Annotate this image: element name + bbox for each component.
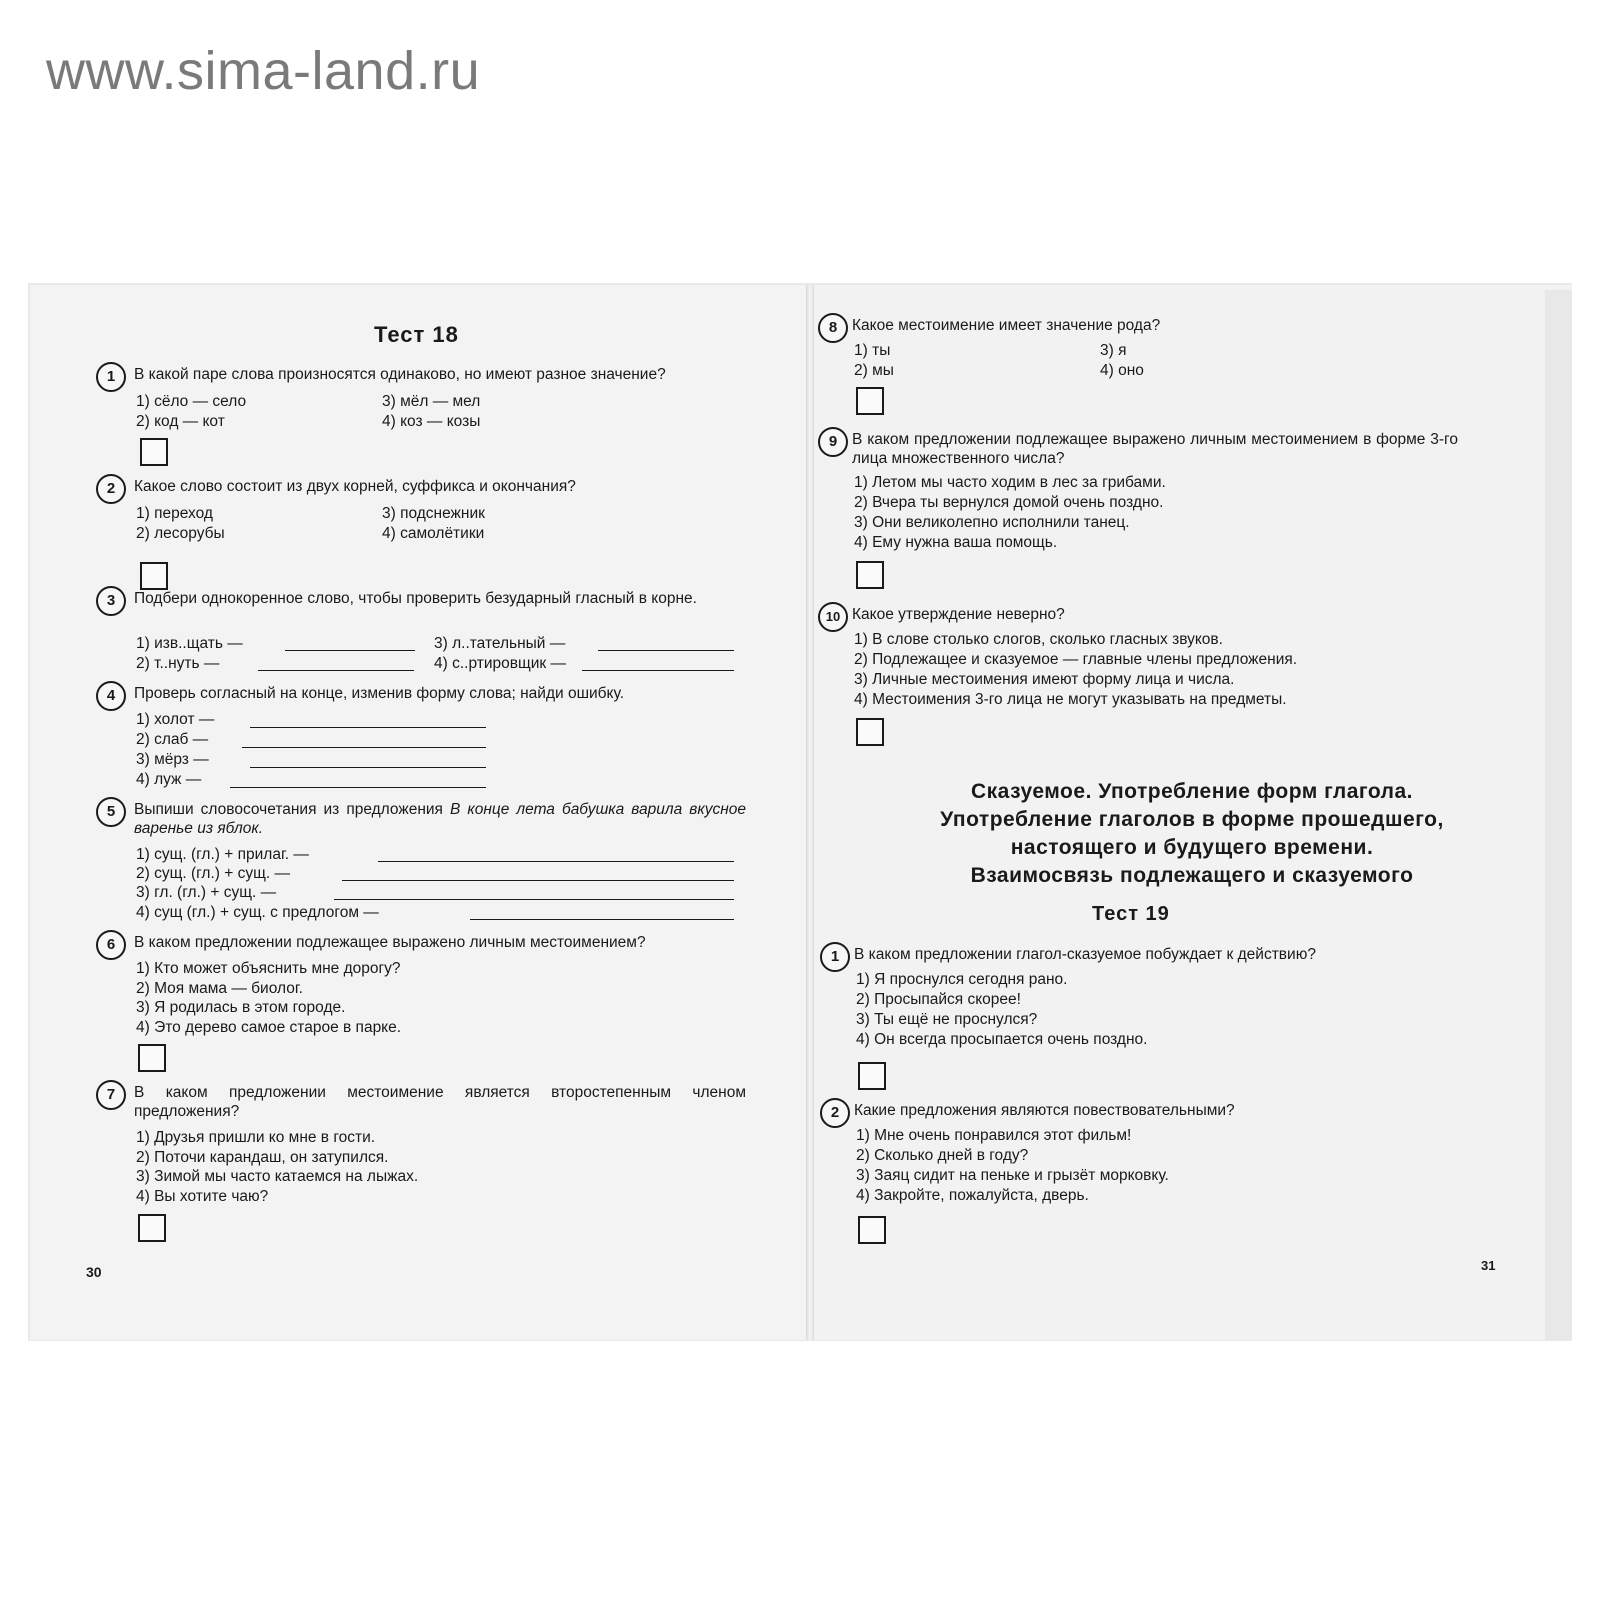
question-10 xyxy=(818,602,1458,712)
question-number: 2 xyxy=(820,1098,850,1128)
question-6 xyxy=(96,930,746,1040)
question-text: В каком предложении местоимение является второстепенным членом предложения? xyxy=(134,1084,746,1120)
question-text xyxy=(134,800,746,838)
option: 2) Вчера ты вернулся домой очень поздно. xyxy=(854,494,1164,511)
question-text: Какие предложения являются повествовательными? xyxy=(854,1102,1235,1119)
option: 3) мёл — мел xyxy=(382,393,481,410)
option: 1) сёло — село xyxy=(136,393,247,410)
answer-line[interactable] xyxy=(250,727,486,728)
question-number: 8 xyxy=(818,313,848,343)
question-number: 1 xyxy=(96,362,126,392)
option: 4) луж — xyxy=(136,771,202,788)
option: 4) Он всегда просыпается очень поздно. xyxy=(856,1031,1148,1048)
option: 3) гл. (гл.) + сущ. — xyxy=(136,884,277,901)
answer-box[interactable] xyxy=(858,1216,886,1244)
option: 3) Личные местоимения имеют форму лица и числа. xyxy=(854,671,1235,688)
question-number: 4 xyxy=(96,681,126,711)
answer-box[interactable] xyxy=(138,1044,166,1072)
option: 4) Вы хотите чаю? xyxy=(136,1188,269,1205)
option: 1) переход xyxy=(136,505,213,522)
option: 2) Моя мама — биолог. xyxy=(136,980,303,997)
question-text: Какое слово состоит из двух корней, суффикса и окончания? xyxy=(134,478,576,495)
answer-line[interactable] xyxy=(598,650,734,651)
question-number: 3 xyxy=(96,586,126,616)
answer-line[interactable] xyxy=(230,787,486,788)
option: 4) Закройте, пожалуйста, дверь. xyxy=(856,1187,1089,1204)
question-number: 5 xyxy=(96,797,126,827)
answer-line[interactable] xyxy=(250,767,486,768)
question-text: Какое утверждение неверно? xyxy=(852,606,1065,623)
option: 2) мы xyxy=(854,362,894,379)
answer-line[interactable] xyxy=(378,861,734,862)
option: 3) л..тательный — xyxy=(434,635,566,652)
answer-box[interactable] xyxy=(858,1062,886,1090)
option: 4) Ему нужна ваша помощь. xyxy=(854,534,1058,551)
question-9 xyxy=(818,427,1458,557)
question-number: 6 xyxy=(96,930,126,960)
option: 3) Ты ещё не проснулся? xyxy=(856,1011,1038,1028)
answer-line[interactable] xyxy=(470,919,734,920)
question-number: 9 xyxy=(818,427,848,457)
test-19-question-1 xyxy=(820,942,1460,1052)
option: 4) коз — козы xyxy=(382,413,481,430)
question-number: 10 xyxy=(818,602,848,632)
question-text-plain: Выпиши словосочетания из предложения xyxy=(134,801,443,818)
answer-line[interactable] xyxy=(242,747,486,748)
question-number: 7 xyxy=(96,1080,126,1110)
question-text: В каком предложении подлежащее выражено личным местоимением в форме 3-го лица множественного числа? xyxy=(852,431,1458,467)
option: 1) ты xyxy=(854,342,891,359)
question-3 xyxy=(96,586,746,681)
question-text: Какое местоимение имеет значение рода? xyxy=(852,317,1161,334)
question-8 xyxy=(818,313,1458,383)
option: 4) Местоимения 3-го лица не могут указывать на предметы. xyxy=(854,691,1287,708)
option: 3) я xyxy=(1100,342,1127,359)
option: 3) Я родилась в этом городе. xyxy=(136,999,346,1016)
answer-box[interactable] xyxy=(856,387,884,415)
option: 1) холот — xyxy=(136,711,215,728)
option: 3) мёрз — xyxy=(136,751,209,768)
answer-box[interactable] xyxy=(856,718,884,746)
option: 3) Заяц сидит на пеньке и грызёт морковку. xyxy=(856,1167,1169,1184)
option: 3) подснежник xyxy=(382,505,485,522)
option: 1) Летом мы часто ходим в лес за грибами. xyxy=(854,474,1166,491)
question-5 xyxy=(96,797,746,922)
page-number-right: 31 xyxy=(1481,1258,1496,1273)
option: 2) Подлежащее и сказуемое — главные члены предложения. xyxy=(854,651,1298,668)
section-heading-line-2: Употребление глаголов в форме прошедшего, xyxy=(940,808,1444,831)
question-number: 1 xyxy=(820,942,850,972)
option: 1) сущ. (гл.) + прилаг. — xyxy=(136,846,309,863)
answer-line[interactable] xyxy=(342,880,734,881)
option: 1) Друзья пришли ко мне в гости. xyxy=(136,1129,376,1146)
answer-box[interactable] xyxy=(140,438,168,466)
option: 4) Это дерево самое старое в парке. xyxy=(136,1019,402,1036)
question-7 xyxy=(96,1080,746,1210)
option: 1) Кто может объяснить мне дорогу? xyxy=(136,960,401,977)
answer-box[interactable] xyxy=(856,561,884,589)
question-2 xyxy=(96,474,746,554)
option: 2) лесорубы xyxy=(136,525,225,542)
section-heading-line-1: Сказуемое. Употребление форм глагола. xyxy=(970,780,1414,803)
section-heading-line-4: Взаимосвязь подлежащего и сказуемого xyxy=(970,864,1414,887)
question-number: 2 xyxy=(96,474,126,504)
option: 1) Мне очень понравился этот фильм! xyxy=(856,1127,1132,1144)
question-text: В каком предложении глагол-сказуемое побуждает к действию? xyxy=(854,946,1316,963)
answer-line[interactable] xyxy=(334,899,734,900)
option: 3) Зимой мы часто катаемся на лыжах. xyxy=(136,1168,419,1185)
question-text: В какой паре слова произносятся одинаково, но имеют разное значение? xyxy=(134,366,666,383)
option: 1) изв..щать — xyxy=(136,635,243,652)
option: 2) слаб — xyxy=(136,731,209,748)
option: 2) сущ. (гл.) + сущ. — xyxy=(136,865,290,882)
option: 2) код — кот xyxy=(136,413,225,430)
option: 1) Я проснулся сегодня рано. xyxy=(856,971,1068,988)
option: 4) оно xyxy=(1100,362,1144,379)
option: 2) Просыпайся скорее! xyxy=(856,991,1021,1008)
question-1 xyxy=(96,362,746,462)
option: 2) Поточи карандаш, он затупился. xyxy=(136,1149,389,1166)
option: 1) В слове столько слогов, сколько гласных звуков. xyxy=(854,631,1223,648)
question-text: Подбери однокоренное слово, чтобы проверить безударный гласный в корне. xyxy=(134,590,697,607)
answer-line[interactable] xyxy=(285,650,415,651)
option: 4) сущ (гл.) + сущ. с предлогом — xyxy=(136,904,379,921)
watermark-url: www.sima-land.ru xyxy=(46,41,481,101)
answer-line[interactable] xyxy=(258,670,414,671)
option: 3) Они великолепно исполнили танец. xyxy=(854,514,1130,531)
option: 4) с..ртировщик — xyxy=(434,655,566,672)
question-text-italic: В конце лета бабушка варила вкусное варенье из яблок. xyxy=(134,801,746,837)
answer-box[interactable] xyxy=(138,1214,166,1242)
question-text: Проверь согласный на конце, изменив форму слова; найди ошибку. xyxy=(134,685,625,702)
question-4 xyxy=(96,681,746,791)
test-18-title: Тест 18 xyxy=(374,322,459,347)
option: 2) Сколько дней в году? xyxy=(856,1147,1029,1164)
answer-line[interactable] xyxy=(582,670,734,671)
test-19-title: Тест 19 xyxy=(1092,903,1170,925)
option: 2) т..нуть — xyxy=(136,655,220,672)
option: 4) самолётики xyxy=(382,525,485,542)
page-number-left: 30 xyxy=(86,1264,102,1280)
section-heading-line-3: настоящего и будущего времени. xyxy=(1010,836,1374,859)
test-19-question-2 xyxy=(820,1098,1460,1208)
question-text: В каком предложении подлежащее выражено личным местоимением? xyxy=(134,934,646,951)
